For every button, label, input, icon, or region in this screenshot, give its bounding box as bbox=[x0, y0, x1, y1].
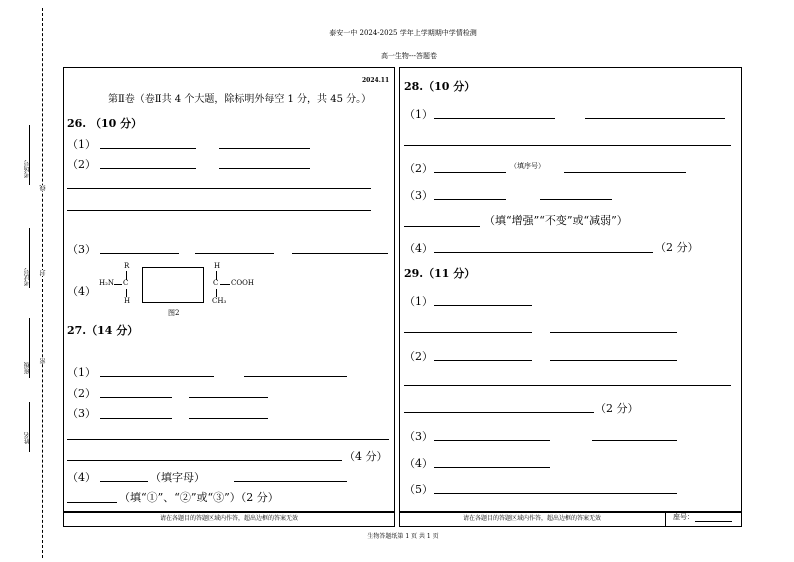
seal-mark-dense: 密 bbox=[40, 358, 47, 364]
q26-p3-label: （3） bbox=[67, 243, 96, 256]
q29-p2-label: （2） bbox=[404, 350, 433, 363]
exam-date: 2024.11 bbox=[362, 77, 390, 84]
q26-p2-blank-b[interactable] bbox=[219, 168, 310, 169]
fig-c1: C bbox=[123, 279, 129, 287]
fig-r: R bbox=[124, 262, 130, 270]
q27-title: 27.（14 分） bbox=[67, 324, 139, 337]
fig-cooh: COOH bbox=[231, 279, 254, 287]
q29-score-line[interactable] bbox=[404, 412, 594, 413]
q28-title: 28.（10 分） bbox=[404, 80, 476, 93]
q27-p2-blank-b[interactable] bbox=[189, 397, 268, 398]
q29-p4-blank[interactable] bbox=[434, 467, 550, 468]
q27-p2-blank-a[interactable] bbox=[100, 397, 172, 398]
q27-p1-blank-b[interactable] bbox=[244, 376, 347, 377]
q26-title: 26. （10 分） bbox=[67, 117, 143, 130]
q28-score-4: （2 分） bbox=[655, 241, 699, 254]
fig-blank-box[interactable] bbox=[142, 267, 204, 303]
fig-bond bbox=[126, 289, 127, 297]
q28-p1-blank-a[interactable] bbox=[434, 118, 555, 119]
q27-p1-blank-a[interactable] bbox=[100, 376, 214, 377]
q27-p3-label: （3） bbox=[67, 407, 96, 420]
right-footer-divider bbox=[665, 512, 666, 527]
q27-p2-label: （2） bbox=[67, 387, 96, 400]
q28-p3-blank-c[interactable] bbox=[404, 226, 480, 227]
q29-p3-blank-a[interactable] bbox=[434, 440, 550, 441]
q27-p4-blank-b[interactable] bbox=[234, 481, 347, 482]
q29-p3-blank-b[interactable] bbox=[592, 440, 677, 441]
fig-bond bbox=[220, 284, 230, 285]
q29-line-1b[interactable] bbox=[550, 332, 677, 333]
section-instruction: 第Ⅱ卷（卷Ⅱ共 4 个大题，除标明外每空 1 分，共 45 分。） bbox=[108, 94, 372, 105]
fig-c2: C bbox=[213, 279, 219, 287]
q29-p1-label: （1） bbox=[404, 295, 433, 308]
q27-p4-label: （4） bbox=[67, 471, 96, 484]
q26-p1-label: （1） bbox=[67, 138, 96, 151]
fig-bond bbox=[114, 284, 122, 285]
q28-p4-label: （4） bbox=[404, 242, 433, 255]
q29-p3-label: （3） bbox=[404, 430, 433, 443]
q28-p2-blank-a[interactable] bbox=[434, 172, 506, 173]
fig-h-bottom: H bbox=[124, 297, 131, 305]
seal-mark-seal: 封 bbox=[40, 270, 47, 276]
name-label: 姓名 bbox=[24, 432, 31, 444]
q28-p1-label: （1） bbox=[404, 108, 433, 121]
exam-room-label: 考场号 bbox=[24, 160, 31, 178]
name-field[interactable] bbox=[29, 402, 30, 452]
q26-p4-label: （4） bbox=[67, 285, 96, 298]
seat-field[interactable] bbox=[695, 521, 732, 522]
q29-line-1a[interactable] bbox=[404, 332, 532, 333]
fig-bond bbox=[216, 289, 217, 297]
page-title: 泰安一中 2024-2025 学年上学期期中学情检测 bbox=[329, 29, 477, 37]
q28-p4-blank[interactable] bbox=[434, 252, 653, 253]
q26-p2-blank-a[interactable] bbox=[100, 168, 196, 169]
binding-line bbox=[42, 8, 43, 558]
class-label: 班级 bbox=[24, 362, 31, 374]
exam-room-field[interactable] bbox=[29, 125, 30, 185]
right-answer-panel bbox=[399, 67, 742, 512]
q27-p1-label: （1） bbox=[67, 366, 96, 379]
q26-p3-blank-b[interactable] bbox=[195, 253, 274, 254]
q26-long-line-1[interactable] bbox=[67, 188, 371, 189]
q27-p4-blank[interactable] bbox=[100, 481, 148, 482]
q29-title: 29.（11 分） bbox=[404, 267, 476, 280]
q26-p2-label: （2） bbox=[67, 158, 96, 171]
q27-score-4: （4 分） bbox=[344, 450, 388, 463]
q28-p1-blank-b[interactable] bbox=[585, 118, 725, 119]
q26-p1-blank-b[interactable] bbox=[219, 148, 310, 149]
left-footer-note: 请在各题目的答题区域内作答，超出边框的答案无效 bbox=[159, 515, 298, 522]
q26-long-line-2[interactable] bbox=[67, 210, 371, 211]
q29-p2-blank-b[interactable] bbox=[550, 360, 677, 361]
q28-p2-label: （2） bbox=[404, 162, 433, 175]
q29-p2-blank-a[interactable] bbox=[434, 360, 532, 361]
q28-p3-blank-b[interactable] bbox=[540, 199, 612, 200]
q27-p5-blank[interactable] bbox=[67, 502, 117, 503]
q26-p3-blank-a[interactable] bbox=[100, 253, 179, 254]
seat-no-field[interactable] bbox=[29, 228, 30, 288]
q29-long-line[interactable] bbox=[404, 385, 731, 386]
fig-h-top: H bbox=[214, 262, 221, 270]
left-answer-panel bbox=[63, 67, 395, 512]
q28-long-line-1[interactable] bbox=[404, 145, 731, 146]
fig-ch3: CH₃ bbox=[212, 297, 227, 305]
q28-p2-hint: （填序号） bbox=[510, 162, 545, 170]
q28-p3-blank-a[interactable] bbox=[434, 199, 506, 200]
q29-p1-blank[interactable] bbox=[434, 305, 532, 306]
class-field[interactable] bbox=[29, 318, 30, 378]
q26-p1-blank-a[interactable] bbox=[100, 148, 196, 149]
q27-p5-hint: （填“①”、“②”或“③”）（2 分） bbox=[119, 491, 279, 504]
right-footer-note: 请在各题目的答题区域内作答，超出边框的答案无效 bbox=[462, 515, 601, 522]
page-footer: 生物答题纸第 1 页 共 1 页 bbox=[367, 533, 439, 540]
q29-score-2: （2 分） bbox=[595, 402, 639, 415]
seal-mark-line: 线 bbox=[40, 185, 47, 191]
seat-no-label: 考试号 bbox=[24, 268, 31, 286]
fig-h2n: H₂N bbox=[99, 279, 115, 287]
q28-p3-hint: （填“增强”“不变”或“减弱”） bbox=[484, 214, 628, 227]
q29-p5-label: （5） bbox=[404, 483, 433, 496]
q27-p3-blank-b[interactable] bbox=[189, 418, 268, 419]
seat-label: 座号： bbox=[673, 513, 694, 521]
q29-p5-blank[interactable] bbox=[434, 493, 677, 494]
q27-p4-hint: （填字母） bbox=[150, 471, 205, 484]
q28-p3-label: （3） bbox=[404, 189, 433, 202]
page-subtitle: 高一生物---答题卷 bbox=[380, 52, 438, 60]
q27-p3-blank-a[interactable] bbox=[100, 418, 172, 419]
q26-p3-blank-c[interactable] bbox=[292, 253, 388, 254]
q27-long-line-2[interactable] bbox=[67, 460, 342, 461]
q29-p4-label: （4） bbox=[404, 457, 433, 470]
q28-p2-blank-b[interactable] bbox=[564, 172, 686, 173]
fig-caption: 图2 bbox=[168, 309, 180, 317]
q27-long-line-1[interactable] bbox=[67, 439, 389, 440]
